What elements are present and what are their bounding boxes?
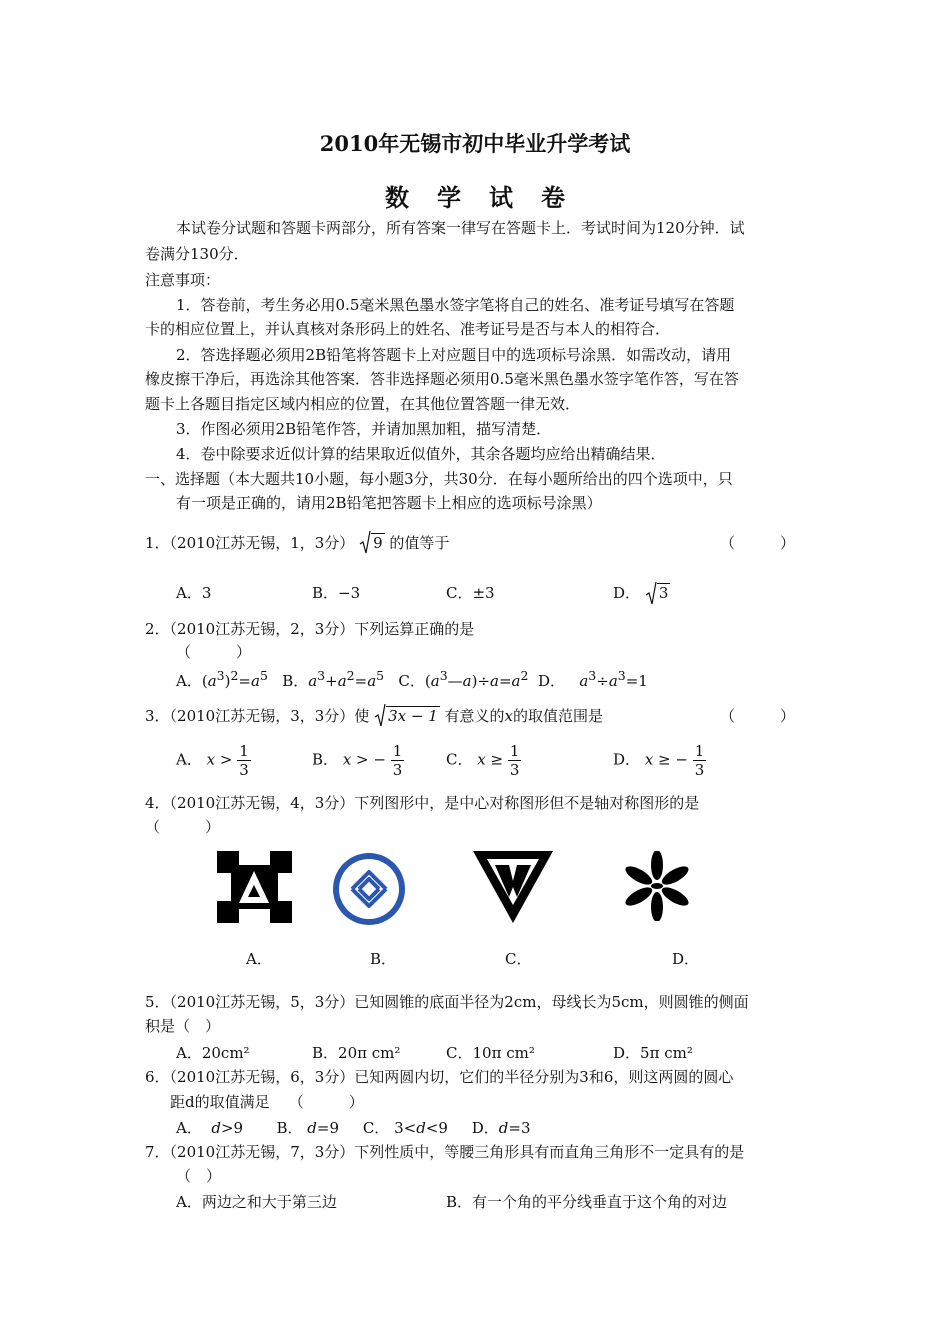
q1-option-c: C．±3 <box>446 584 495 602</box>
q2-options: A．$(a^3)^2=a^5$ B．$a^3+a^2=a^5$ C．$(a^3—a)\div a=a^2$ D． $a^3\div a^3=1$ <box>176 668 648 690</box>
q3-option-b: B． x > − $\frac{1}{3}$ <box>312 742 403 779</box>
figure-d-icon <box>622 851 692 921</box>
q1-option-d: D． 3 <box>613 584 669 602</box>
q6-options: A． d>9 B． d=9 C． 3<d<9 D．d=3 <box>176 1119 531 1137</box>
q1-stem: 1．（2010江苏无锡，1，3分） <box>145 534 355 552</box>
q7-option-b: B．有一个角的平分线垂直于这个角的对边 <box>446 1193 728 1211</box>
intro-line-1: 本试卷分试题和答题卡两部分，所有答案一律写在答题卡上．考试时间为120分钟．试 <box>176 219 745 237</box>
q5-option-c: C．10π cm² <box>446 1044 535 1062</box>
q1-tail: 的值等于 <box>389 534 450 552</box>
q3-option-c: C． x ≥ $\frac{1}{3}$ <box>446 742 520 779</box>
q7-option-a: A．两边之和大于第三边 <box>176 1193 337 1211</box>
notice-4: 4．卷中除要求近似计算的结果取近似值外，其余各题均应给出精确结果． <box>176 445 666 463</box>
notice-heading: 注意事项： <box>145 271 221 289</box>
sqrt-3: 3 <box>645 584 671 602</box>
question-7: 7．（2010江苏无锡，7，3分）下列性质中，等腰三角形具有而直角三角形不一定具有的是 <box>145 1143 745 1161</box>
question-4: 4．（2010江苏无锡，4，3分）下列图形中，是中心对称图形但不是轴对称图形的是 <box>145 794 700 812</box>
figure-a-icon <box>217 851 292 923</box>
q5-option-a: A．20cm² <box>176 1044 250 1062</box>
notice-2c: 题卡上各题目指定区域内相应的位置，在其他位置答题一律无效． <box>145 395 581 413</box>
figure-b-icon <box>332 852 406 926</box>
exam-subtitle: 数学试卷 <box>385 183 593 212</box>
question-6-cont: 距d的取值满足 （ ） <box>170 1093 364 1111</box>
exam-title: 2010年无锡市初中毕业升学考试 <box>319 131 631 156</box>
sqrt-9: 9 <box>359 533 385 553</box>
q4-answer-paren: （ ） <box>145 818 221 836</box>
q2-answer-paren: （ ） <box>176 643 252 661</box>
notice-1a: 1．答卷前，考生务必用0.5毫米黑色墨水签字笔将自己的姓名、准考证号填写在答题 <box>176 296 735 314</box>
notice-1b: 卡的相应位置上，并认真核对条形码上的姓名、准考证号是否与本人的相符合． <box>145 320 671 338</box>
sqrt-3x-minus-1: 3x − 1 <box>374 706 440 726</box>
q5-option-d: D．5π cm² <box>613 1044 693 1062</box>
question-1 <box>145 533 449 553</box>
notice-3: 3．作图必须用2B铅笔作答，并请加黑加粗，描写清楚． <box>176 420 552 438</box>
q1-answer-paren: （ ） <box>720 534 796 552</box>
question-3: 3．（2010江苏无锡，3，3分）使 3x − 1 有意义的x的取值范围是 <box>145 706 603 726</box>
notice-2a: 2．答选择题必须用2B铅笔将答题卡上对应题目中的选项标号涂黑．如需改动，请用 <box>176 346 732 364</box>
question-6: 6．（2010江苏无锡，6，3分）已知两圆内切，它们的半径分别为3和6，则这两圆的圆心 <box>145 1068 734 1086</box>
q3-option-a: A． x > $\frac{1}{3}$ <box>176 742 249 779</box>
q3-answer-paren: （ ） <box>720 707 796 725</box>
question-5: 5．（2010江苏无锡，5，3分）已知圆锥的底面半径为2cm，母线长为5cm，则圆锥的侧面 <box>145 993 749 1011</box>
section-1-header-cont: 有一项是正确的，请用2B铅笔把答题卡上相应的选项标号涂黑） <box>176 494 602 512</box>
intro-line-2: 卷满分130分． <box>145 245 249 263</box>
figure-a-label: A． <box>246 950 272 968</box>
figure-d-label: D． <box>672 950 700 968</box>
q1-option-b: B．−3 <box>312 584 361 602</box>
q1-option-a: A．3 <box>176 584 212 602</box>
figure-c-label: C． <box>505 950 532 968</box>
question-5-cont: 积是（ ） <box>145 1017 221 1035</box>
q3-option-d: D． x ≥ − $\frac{1}{3}$ <box>613 742 705 779</box>
notice-2b: 橡皮擦干净后，再选涂其他答案．答非选择题必须用0.5毫米黑色墨水签字笔作答，写在答 <box>145 370 739 388</box>
section-1-header: 一、选择题（本大题共10小题，每小题3分，共30分．在每小题所给出的四个选项中，只 <box>145 470 733 488</box>
q7-answer-paren: （ ） <box>176 1167 222 1185</box>
q5-option-b: B．20π cm² <box>312 1044 401 1062</box>
figure-c-icon <box>473 851 553 923</box>
figure-b-label: B． <box>370 950 397 968</box>
question-2: 2．（2010江苏无锡，2，3分）下列运算正确的是 <box>145 620 475 638</box>
